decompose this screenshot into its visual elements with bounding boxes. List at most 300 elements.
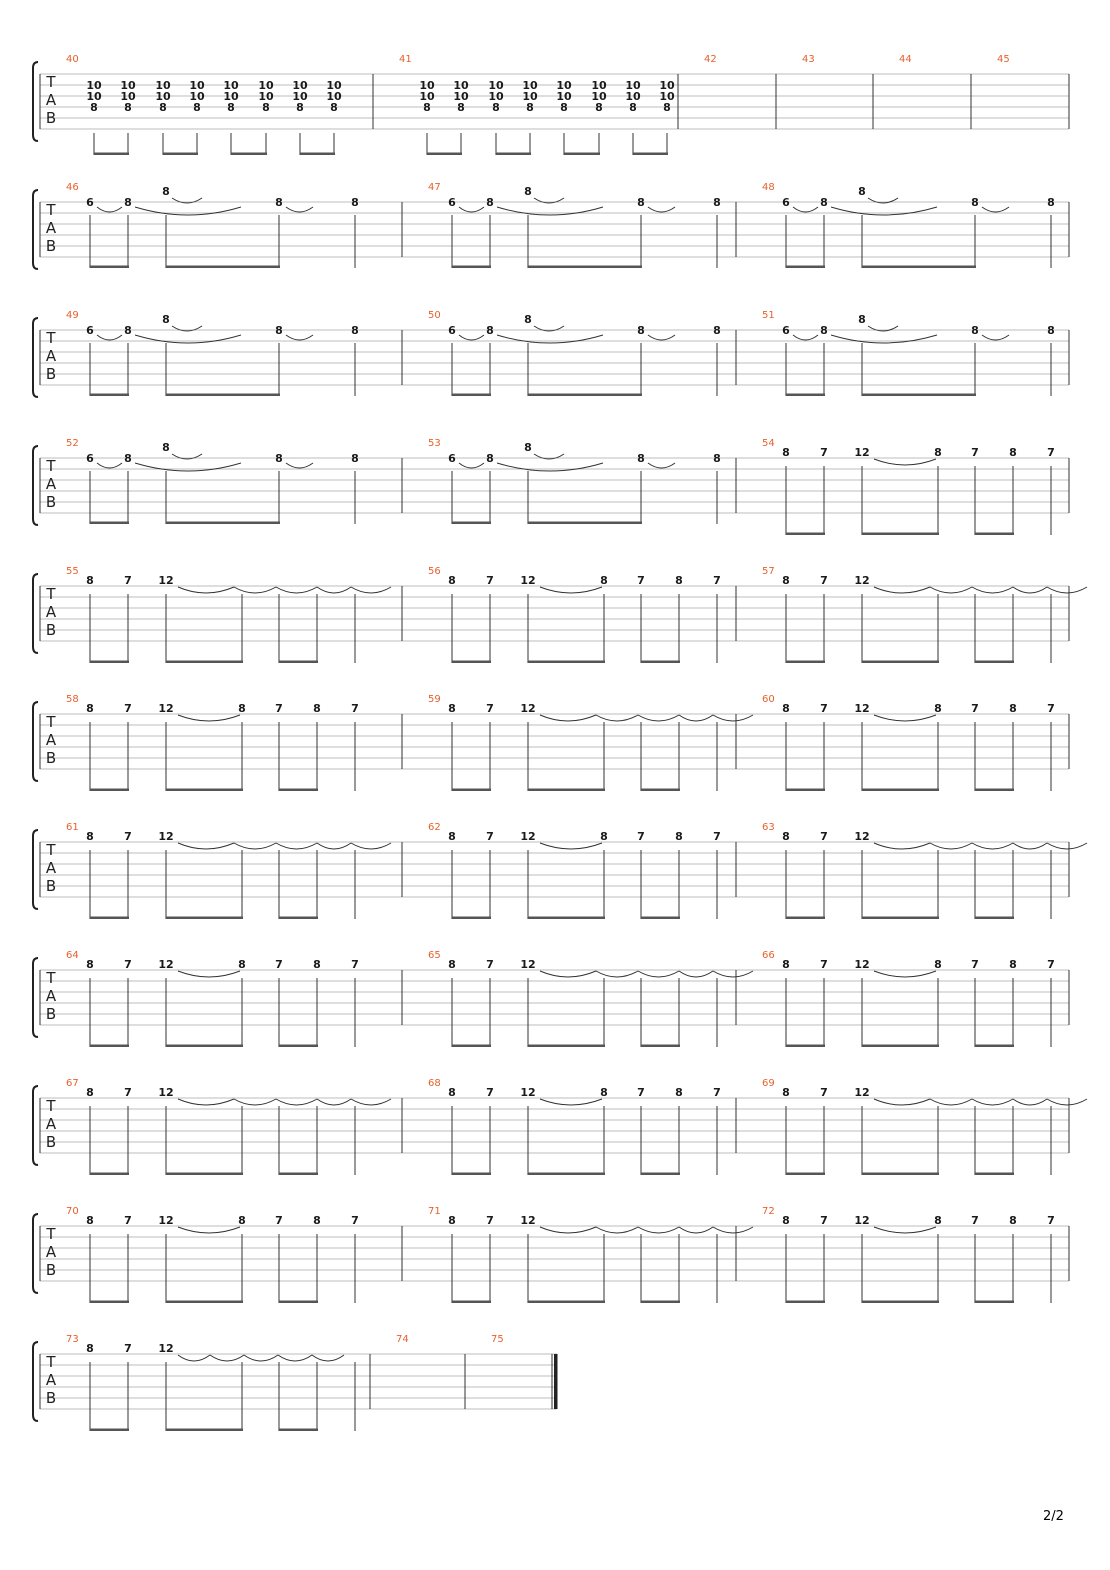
slur [497, 335, 603, 343]
fret-number: 8 [524, 313, 532, 326]
fret-number: 10 [258, 90, 274, 103]
fret-number: 8 [351, 196, 359, 209]
note-beam [452, 917, 491, 920]
fret-number: 10 [419, 90, 435, 103]
measure-number: 43 [802, 54, 815, 65]
tab-system [33, 1086, 38, 1165]
fret-number: 7 [713, 1086, 721, 1099]
fret-number: 8 [86, 958, 94, 971]
tie [874, 587, 930, 593]
tie [351, 1099, 391, 1105]
fret-number: 7 [971, 702, 979, 715]
fret-number: 8 [448, 702, 456, 715]
fret-number: 8 [86, 574, 94, 587]
fret-number: 8 [86, 702, 94, 715]
note-beam [166, 1173, 243, 1176]
fret-number: 6 [448, 324, 456, 337]
fret-number: 7 [275, 958, 283, 971]
fret-number: 10 [488, 79, 504, 92]
measure-number: 41 [399, 54, 412, 65]
slur [497, 207, 603, 215]
fret-number: 8 [275, 324, 283, 337]
tie [596, 1227, 638, 1233]
slur [648, 335, 675, 340]
note-beam [166, 266, 280, 269]
fret-number: 12 [854, 702, 870, 715]
measure-number: 53 [428, 438, 441, 449]
tie [210, 1355, 244, 1361]
note-beam [166, 661, 243, 664]
tab-system [33, 574, 38, 653]
tab-clef-letter: T [46, 201, 56, 219]
note-beam [452, 1301, 491, 1304]
slur [459, 207, 484, 212]
fret-number: 8 [124, 101, 132, 114]
fret-number: 12 [158, 1086, 174, 1099]
fret-number: 7 [1047, 702, 1055, 715]
fret-number: 8 [86, 1086, 94, 1099]
note-beam [166, 522, 280, 525]
fret-number: 10 [556, 79, 572, 92]
note-beam [452, 394, 491, 397]
tab-clef-letter: A [45, 91, 57, 109]
fret-number: 8 [162, 441, 170, 454]
note-beam [528, 1173, 605, 1176]
fret-number: 8 [934, 702, 942, 715]
tie [713, 715, 753, 721]
fret-number: 12 [520, 958, 536, 971]
fret-number: 8 [782, 446, 790, 459]
tab-clef-letter: A [45, 347, 57, 365]
fret-number: 10 [659, 79, 675, 92]
tie [276, 1099, 317, 1105]
fret-number: 8 [423, 101, 431, 114]
fret-number: 10 [419, 79, 435, 92]
note-beam [862, 661, 939, 664]
fret-number: 8 [227, 101, 235, 114]
tab-clef-letter: B [45, 749, 57, 767]
fret-number: 7 [820, 446, 828, 459]
slur [540, 1099, 602, 1105]
tab-system [33, 62, 38, 141]
tie [638, 1227, 679, 1233]
fret-number: 10 [223, 79, 239, 92]
fret-number: 8 [448, 574, 456, 587]
fret-number: 7 [637, 1086, 645, 1099]
system-bracket [33, 958, 38, 1037]
fret-number: 7 [486, 702, 494, 715]
note-beam [975, 533, 1014, 536]
note-beam [231, 153, 267, 156]
fret-number: 10 [155, 90, 171, 103]
fret-number: 7 [1047, 446, 1055, 459]
system-bracket [33, 62, 38, 141]
fret-number: 10 [120, 79, 136, 92]
tie [930, 1099, 972, 1105]
note-beam [90, 1429, 129, 1432]
note-beam [90, 917, 129, 920]
fret-number: 8 [637, 196, 645, 209]
fret-number: 8 [637, 452, 645, 465]
fret-number: 10 [120, 90, 136, 103]
slur [793, 335, 818, 340]
fret-number: 10 [189, 79, 205, 92]
note-beam [300, 153, 335, 156]
note-beam [279, 1301, 318, 1304]
fret-number: 8 [1047, 324, 1055, 337]
tab-clef-letter: T [46, 329, 56, 347]
fret-number: 10 [292, 90, 308, 103]
note-beam [641, 661, 680, 664]
note-beam [163, 153, 198, 156]
fret-number: 8 [90, 101, 98, 114]
note-beam [786, 917, 825, 920]
tie [1013, 1099, 1047, 1105]
note-beam [786, 1045, 825, 1048]
tab-clef-letter: T [46, 841, 56, 859]
fret-number: 7 [820, 830, 828, 843]
system-bracket [33, 446, 38, 525]
fret-number: 7 [124, 830, 132, 843]
measure-number: 61 [66, 822, 79, 833]
note-beam [641, 789, 680, 792]
slur [97, 335, 122, 340]
system-bracket [33, 1214, 38, 1293]
tie [596, 971, 638, 977]
note-beam [94, 153, 129, 156]
tie [234, 1099, 276, 1105]
slur [286, 207, 313, 212]
fret-number: 8 [313, 958, 321, 971]
measure-number: 56 [428, 566, 441, 577]
slur [874, 459, 936, 465]
fret-number: 8 [629, 101, 637, 114]
measure-number: 60 [762, 694, 775, 705]
tie [874, 843, 930, 849]
fret-number: 8 [934, 958, 942, 971]
measure-number: 70 [66, 1206, 79, 1217]
fret-number: 8 [351, 452, 359, 465]
fret-number: 10 [292, 79, 308, 92]
tie [244, 1355, 278, 1361]
tie [278, 1355, 312, 1361]
system-bracket [33, 830, 38, 909]
fret-number: 7 [124, 1342, 132, 1355]
fret-number: 12 [520, 574, 536, 587]
fret-number: 8 [275, 196, 283, 209]
tab-clef-letter: A [45, 1371, 57, 1389]
tie [679, 1227, 713, 1233]
fret-number: 8 [1009, 1214, 1017, 1227]
note-beam [452, 661, 491, 664]
tie [638, 971, 679, 977]
tab-system [33, 1214, 38, 1293]
fret-number: 7 [486, 574, 494, 587]
fret-number: 8 [159, 101, 167, 114]
fret-number: 12 [158, 830, 174, 843]
slur [540, 843, 602, 849]
slur [982, 207, 1009, 212]
note-beam [975, 917, 1014, 920]
fret-number: 8 [86, 1342, 94, 1355]
note-beam [528, 1045, 605, 1048]
fret-number: 8 [296, 101, 304, 114]
note-beam [279, 917, 318, 920]
tie [178, 1355, 210, 1361]
note-beam [90, 661, 129, 664]
fret-number: 12 [158, 1214, 174, 1227]
fret-number: 8 [262, 101, 270, 114]
fret-number: 8 [1009, 958, 1017, 971]
note-beam [786, 1173, 825, 1176]
measure-number: 47 [428, 182, 441, 193]
fret-number: 8 [448, 830, 456, 843]
note-beam [452, 522, 491, 525]
fret-number: 8 [600, 830, 608, 843]
note-beam [90, 1045, 129, 1048]
measure-number: 58 [66, 694, 79, 705]
fret-number: 8 [713, 324, 721, 337]
measure-number: 48 [762, 182, 775, 193]
slur [874, 715, 936, 721]
measure-number: 54 [762, 438, 775, 449]
fret-number: 10 [189, 90, 205, 103]
fret-number: 12 [854, 958, 870, 971]
fret-number: 8 [713, 196, 721, 209]
slur [178, 1227, 240, 1233]
fret-number: 10 [258, 79, 274, 92]
measure-number: 71 [428, 1206, 441, 1217]
note-beam [90, 1173, 129, 1176]
tab-system [33, 1342, 38, 1421]
tab-clef-letter: T [46, 1353, 56, 1371]
fret-number: 7 [637, 830, 645, 843]
tab-clef-letter: T [46, 457, 56, 475]
note-beam [166, 789, 243, 792]
fret-number: 7 [713, 574, 721, 587]
page-number: 2/2 [1043, 1509, 1064, 1524]
system-bracket [33, 1342, 38, 1421]
tie [638, 715, 679, 721]
note-beam [862, 917, 939, 920]
system-bracket [33, 702, 38, 781]
tab-system [33, 958, 38, 1037]
fret-number: 12 [854, 574, 870, 587]
fret-number: 8 [275, 452, 283, 465]
fret-number: 8 [238, 702, 246, 715]
tie [178, 843, 234, 849]
slur [540, 587, 602, 593]
tie [351, 843, 391, 849]
fret-number: 7 [820, 574, 828, 587]
fret-number: 8 [124, 324, 132, 337]
tie [930, 843, 972, 849]
measure-number: 51 [762, 310, 775, 321]
measure-number: 59 [428, 694, 441, 705]
note-beam [862, 1173, 939, 1176]
note-beam [496, 153, 531, 156]
slur [497, 463, 603, 471]
fret-number: 8 [1047, 196, 1055, 209]
fret-number: 6 [782, 196, 790, 209]
measure-number: 52 [66, 438, 79, 449]
fret-number: 10 [591, 90, 607, 103]
fret-number: 7 [1047, 1214, 1055, 1227]
note-beam [862, 789, 939, 792]
measure-number: 44 [899, 54, 912, 65]
tab-clef-letter: B [45, 1261, 57, 1279]
fret-number: 8 [934, 1214, 942, 1227]
tie [679, 971, 713, 977]
fret-number: 8 [782, 702, 790, 715]
tab-clef-letter: B [45, 237, 57, 255]
note-beam [279, 789, 318, 792]
measure-number: 45 [997, 54, 1010, 65]
system-bracket [33, 574, 38, 653]
fret-number: 7 [820, 1086, 828, 1099]
fret-number: 8 [782, 574, 790, 587]
fret-number: 12 [520, 1086, 536, 1099]
fret-number: 12 [158, 702, 174, 715]
note-beam [786, 394, 825, 397]
fret-number: 7 [124, 958, 132, 971]
tie [351, 587, 391, 593]
fret-number: 8 [524, 441, 532, 454]
note-beam [975, 1173, 1014, 1176]
note-beam [641, 917, 680, 920]
note-beam [452, 789, 491, 792]
fret-number: 8 [782, 1086, 790, 1099]
tie [972, 1099, 1013, 1105]
fret-number: 10 [326, 79, 342, 92]
fret-number: 8 [663, 101, 671, 114]
fret-number: 8 [971, 324, 979, 337]
measure-number: 67 [66, 1078, 79, 1089]
slur [831, 335, 937, 343]
tie [596, 715, 638, 721]
fret-number: 6 [782, 324, 790, 337]
tie [930, 587, 972, 593]
fret-number: 10 [86, 90, 102, 103]
slur [459, 463, 484, 468]
fret-number: 7 [713, 830, 721, 843]
fret-number: 8 [560, 101, 568, 114]
fret-number: 8 [782, 958, 790, 971]
slur [178, 971, 240, 977]
fret-number: 7 [820, 1214, 828, 1227]
tab-clef-letter: T [46, 969, 56, 987]
tie [540, 971, 596, 977]
fret-number: 7 [275, 702, 283, 715]
note-beam [166, 1429, 243, 1432]
note-beam [452, 266, 491, 269]
fret-number: 8 [600, 574, 608, 587]
fret-number: 8 [448, 1086, 456, 1099]
note-beam [528, 522, 642, 525]
fret-number: 7 [275, 1214, 283, 1227]
measure-number: 72 [762, 1206, 775, 1217]
fret-number: 8 [448, 958, 456, 971]
tie [1013, 587, 1047, 593]
tie [178, 587, 234, 593]
fret-number: 8 [971, 196, 979, 209]
tab-clef-letter: B [45, 621, 57, 639]
note-beam [641, 1045, 680, 1048]
measure-number: 42 [704, 54, 717, 65]
tie [1013, 843, 1047, 849]
fret-number: 8 [858, 185, 866, 198]
fret-number: 8 [486, 196, 494, 209]
fret-number: 12 [520, 1214, 536, 1227]
fret-number: 10 [223, 90, 239, 103]
slur [286, 463, 313, 468]
measure-number: 46 [66, 182, 79, 193]
system-bracket [33, 1086, 38, 1165]
fret-number: 8 [934, 446, 942, 459]
note-beam [279, 1429, 318, 1432]
note-beam [786, 266, 825, 269]
measure-number: 68 [428, 1078, 441, 1089]
tie [540, 1227, 596, 1233]
slur [135, 207, 241, 215]
note-beam [975, 789, 1014, 792]
slur [793, 207, 818, 212]
note-beam [90, 266, 129, 269]
note-beam [166, 394, 280, 397]
tie [178, 1099, 234, 1105]
fret-number: 8 [193, 101, 201, 114]
fret-number: 8 [675, 574, 683, 587]
measure-number: 63 [762, 822, 775, 833]
note-beam [90, 789, 129, 792]
tie [312, 1355, 344, 1361]
measure-number: 50 [428, 310, 441, 321]
slur [874, 971, 936, 977]
note-beam [452, 1045, 491, 1048]
note-beam [528, 917, 605, 920]
note-beam [452, 1173, 491, 1176]
tab-system [33, 318, 38, 397]
fret-number: 8 [313, 1214, 321, 1227]
fret-number: 10 [453, 79, 469, 92]
tab-clef-letter: T [46, 713, 56, 731]
fret-number: 8 [782, 830, 790, 843]
note-beam [279, 661, 318, 664]
tab-clef-letter: A [45, 987, 57, 1005]
fret-number: 8 [858, 313, 866, 326]
slur [831, 207, 937, 215]
tab-clef-letter: A [45, 603, 57, 621]
fret-number: 12 [520, 830, 536, 843]
fret-number: 6 [448, 196, 456, 209]
note-beam [528, 661, 605, 664]
note-beam [166, 1301, 243, 1304]
note-beam [528, 1301, 605, 1304]
fret-number: 8 [675, 1086, 683, 1099]
fret-number: 7 [486, 830, 494, 843]
fret-number: 7 [637, 574, 645, 587]
note-beam [90, 1301, 129, 1304]
fret-number: 12 [854, 1214, 870, 1227]
fret-number: 12 [158, 958, 174, 971]
measure-number: 62 [428, 822, 441, 833]
note-beam [633, 153, 668, 156]
tab-clef-letter: A [45, 1115, 57, 1133]
tab-clef-letter: T [46, 1225, 56, 1243]
tab-clef-letter: B [45, 1389, 57, 1407]
tab-clef-letter: A [45, 475, 57, 493]
tab-clef-letter: B [45, 493, 57, 511]
